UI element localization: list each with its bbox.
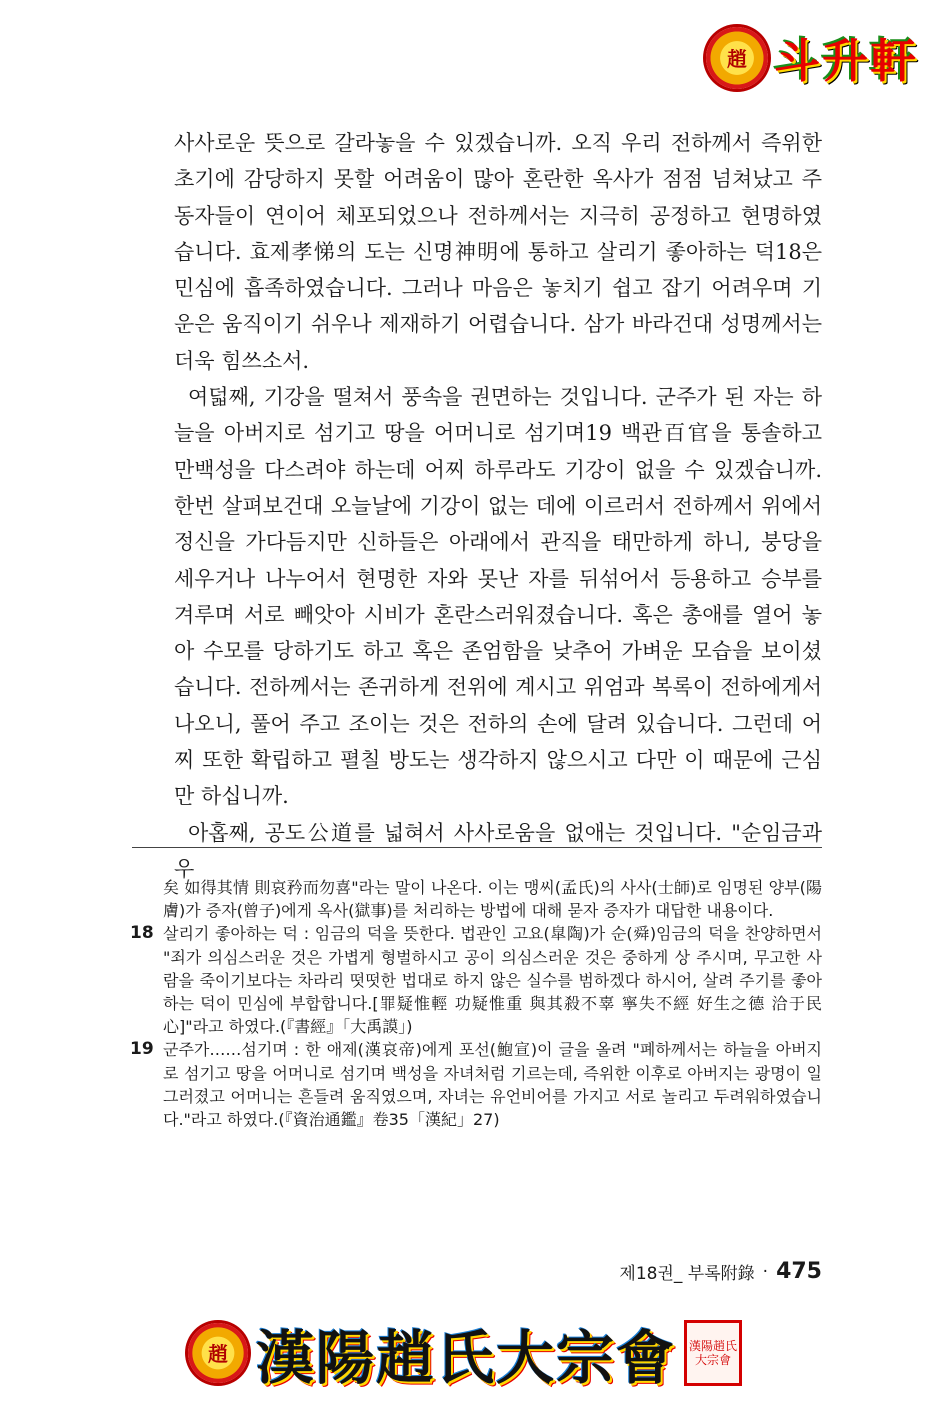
paragraph-2: 여덟째, 기강을 떨쳐서 풍속을 권면하는 것입니다. 군주가 된 자는 하늘을 아버지로 섬기고 땅을 어머니로 섬기며19 백관百官을 통솔하고 만백성을 다스려야 하는데 어찌 하루라도 기강이 없을 수 있겠습니까. 한번 살펴보건대 오늘날에 기강이 없는 데에 이르러서 전하께서 위에서 정신을 가다듬지만 신하들은 아래에서 관직을 태만하게 하니, 붕당을 세우거나 나누어서 현명한 자와 못난 자를 뒤섞어서 등용하고 승부를 겨루며 서로 빼앗아 시비가 혼란스러워졌습니다. 혹은 총애를 열어 놓아 수모를 당하기도 하고 혹은 존엄함을 낮추어 가벼운 모습을 보이셨습니다. 전하께서는 존귀하게 전위에 계시고 위엄과 복록이 전하에게서 나오니, 풀어 주고 조이는 것은 전하의 손에 달려 있습니다. 그런데 어찌 또한 확립하고 펼칠 방도는 생각하지 않으시고 다만 이 때문에 근심만 하십니까.	[174, 385, 822, 809]
footnote-number: 18	[130, 923, 154, 944]
top-logo-text: 斗升軒	[774, 33, 918, 88]
footnote-divider	[132, 847, 822, 848]
flower-emblem-icon: 趙	[706, 27, 768, 89]
red-seal-icon: 漢陽趙氏大宗會	[684, 1320, 742, 1386]
footnote-number: 19	[130, 1039, 154, 1060]
footnote-text: 살리기 좋아하는 덕 : 임금의 덕을 뜻한다. 법관인 고요(皐陶)가 순(舜)임금의 덕을 찬양하면서 "죄가 의심스러운 것은 가볍게 형벌하시고 공이 의심스러운 것은 중하게 상 주시며, 무고한 사람을 죽이기보다는 차라리 떳떳한 법대로 하지 않은 실수를 범하겠다 하시어, 살려 주기를 좋아하는 덕이 민심에 부합합니다.[罪疑惟輕 功疑惟重 與其殺不辜 寧失不經 好生之德 洽于民心]"라고 하였다.(『書經』「大禹謨」)	[163, 924, 822, 1037]
footnote-text: 矣 如得其情 則哀矜而勿喜"라는 말이 나온다. 이는 맹씨(孟氏)의 사사(士師)로 임명된 양부(陽膚)가 증자(曾子)에게 옥사(獄事)를 처리하는 방법에 대해 묻자 증자가 대답한 내용이다.	[163, 878, 822, 921]
footnotes	[130, 876, 822, 1131]
paragraph-1: 사사로운 뜻으로 갈라놓을 수 있겠습니까. 오직 우리 전하께서 즉위한 초기에 감당하지 못할 어려움이 많아 혼란한 옥사가 점점 넘쳐났고 주동자들이 연이어 체포되었으나 전하께서는 지극히 공정하고 현명하였습니다. 효제孝悌의 도는 신명神明에 통하고 살리기 좋아하는 덕18은 민심에 흡족하였습니다. 그러나 마음은 놓치기 쉽고 잡기 어려우며 기운은 움직이기 쉬우나 제재하기 어렵습니다. 삼가 바라건대 성명께서는 더욱 힘쓰소서.	[174, 131, 822, 373]
flower-emblem-icon: 趙	[188, 1323, 248, 1383]
main-text	[174, 125, 822, 887]
footnote-text: 군주가……섬기며 : 한 애제(漢哀帝)에게 포선(鮑宣)이 글을 올려 "폐하께서는 하늘을 아버지로 섬기고 땅을 어머니로 섬기며 백성을 자녀처럼 기르는데, 즉위한 이후로 아버지는 광명이 일그러졌고 어머니는 흔들려 움직였으며, 자녀는 유언비어를 가지고 서로 놀리고 두려워하였습니다."라고 하였다.(『資治通鑑』卷35「漢紀」27)	[163, 1040, 822, 1130]
page-footer	[619, 1259, 822, 1284]
top-logo	[706, 20, 936, 95]
footnote-continuation	[130, 876, 822, 922]
paragraph-3: 아홉째, 공도公道를 넓혀서 사사로움을 없애는 것입니다. "순임금과 우	[174, 820, 822, 881]
bottom-logo	[188, 1310, 768, 1395]
bottom-logo-text: 漢陽趙氏大宗會	[256, 1323, 677, 1392]
footnote-18	[130, 922, 822, 1038]
volume-label: 제18권_ 부록附錄	[619, 1264, 755, 1284]
page-number: 475	[776, 1259, 822, 1284]
footer-separator: ·	[762, 1261, 769, 1282]
footnote-19	[130, 1038, 822, 1131]
